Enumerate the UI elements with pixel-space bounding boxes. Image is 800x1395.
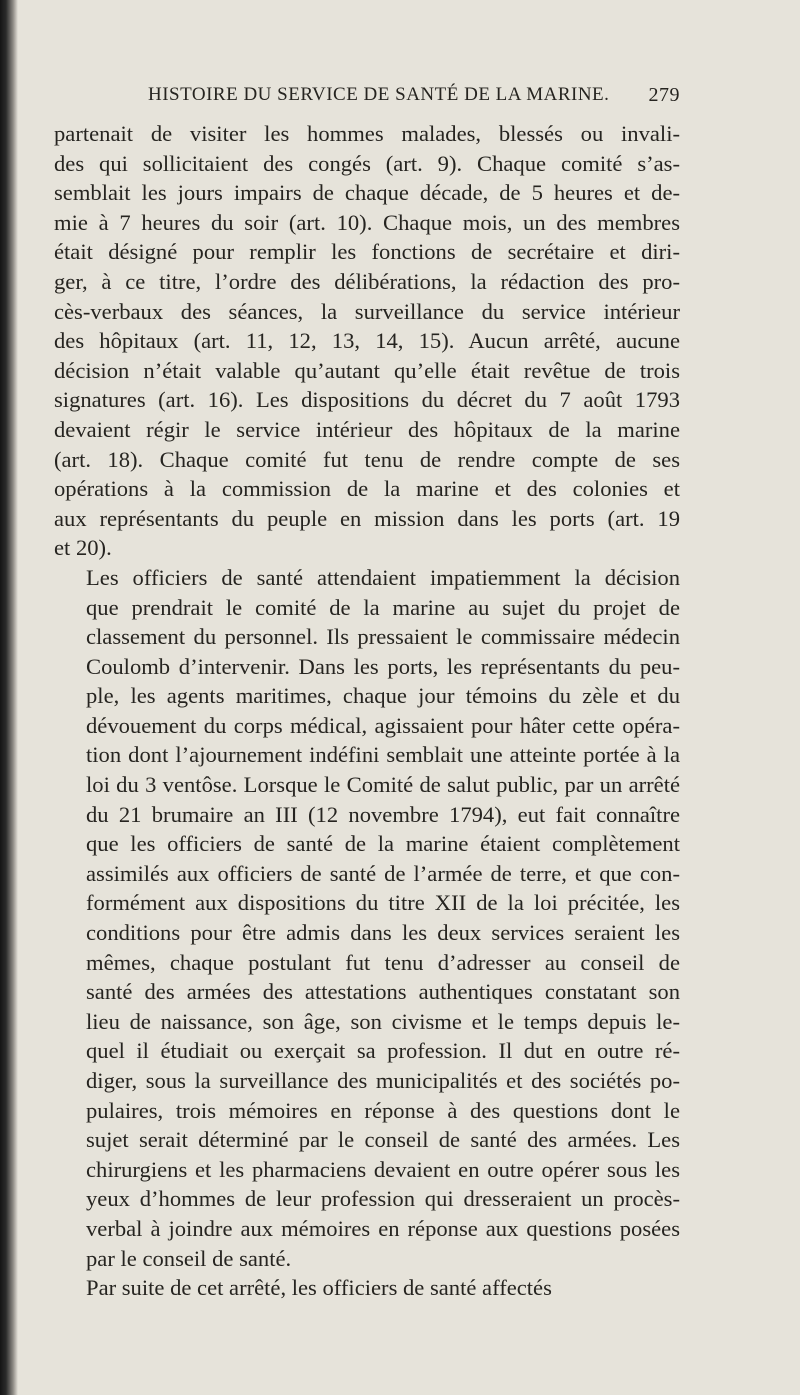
text-line: ple, les agents maritimes, chaque jour témoins du zèle et du bbox=[86, 683, 680, 709]
text-line: Par suite de cet arrêté, les officiers de santé affectés bbox=[86, 1275, 552, 1301]
text-line: que prendrait le comité de la marine au sujet du projet de bbox=[86, 594, 680, 620]
text-line: chirurgiens et les pharmaciens devaient en outre opérer sous les bbox=[86, 1156, 680, 1182]
text-line: décision n’était valable qu’autant qu’elle était revêtue de trois bbox=[54, 357, 680, 383]
paragraph bbox=[54, 1273, 680, 1303]
book-binding-edge bbox=[0, 0, 18, 1395]
text-line: loi du 3 ventôse. Lorsque le Comité de salut public, par un arrêté bbox=[86, 772, 680, 798]
text-line: des hôpitaux (art. 11, 12, 13, 14, 15). Aucun arrêté, aucune bbox=[54, 328, 680, 354]
text-line: Coulomb d’intervenir. Dans les ports, les représentants du peu- bbox=[86, 653, 680, 679]
text-line: sujet serait déterminé par le conseil de santé des armées. Les bbox=[86, 1127, 680, 1153]
text-line: partenait de visiter les hommes malades, blessés ou invali- bbox=[54, 121, 680, 146]
text-line: était désigné pour remplir les fonctions de secrétaire et diri- bbox=[54, 239, 680, 265]
text-line: du 21 brumaire an III (12 novembre 1794), eut fait connaître bbox=[86, 801, 680, 827]
body-text bbox=[54, 119, 680, 1303]
page-number: 279 bbox=[648, 84, 680, 106]
text-line: que les officiers de santé de la marine étaient complètement bbox=[86, 831, 680, 857]
text-line: assimilés aux officiers de santé de l’armée de terre, et que con- bbox=[86, 860, 680, 886]
text-line: quel il étudiait ou exerçait sa profession. Il dut en outre ré- bbox=[86, 1038, 680, 1064]
text-line: opérations à la commission de la marine et des colonies et bbox=[54, 476, 680, 502]
text-line: (art. 18). Chaque comité fut tenu de rendre compte de ses bbox=[54, 446, 680, 472]
text-line: conditions pour être admis dans les deux services seraient les bbox=[86, 920, 680, 946]
text-line: Les officiers de santé attendaient impatiemment la décision bbox=[86, 564, 680, 590]
text-line: par le conseil de santé. bbox=[86, 1245, 292, 1271]
text-line: yeux d’hommes de leur profession qui dresseraient un procès- bbox=[86, 1186, 680, 1212]
page-header bbox=[54, 82, 680, 114]
text-line: santé des armées des attestations authentiques constatant son bbox=[86, 979, 680, 1005]
paragraph bbox=[54, 119, 680, 563]
text-line: mie à 7 heures du soir (art. 10). Chaque mois, un des membres bbox=[54, 209, 680, 235]
text-line: mêmes, chaque postulant fut tenu d’adresser au conseil de bbox=[86, 949, 680, 975]
text-line: signatures (art. 16). Les dispositions du décret du 7 août 1793 bbox=[54, 387, 680, 413]
text-line: pulaires, trois mémoires en réponse à des questions dont le bbox=[86, 1097, 680, 1123]
text-line: aux représentants du peuple en mission dans les ports (art. 19 bbox=[54, 505, 680, 531]
text-line: ger, à ce titre, l’ordre des délibérations, la rédaction des pro- bbox=[54, 268, 680, 294]
book-page bbox=[54, 82, 680, 1303]
text-line: diger, sous la surveillance des municipalités et des sociétés po- bbox=[86, 1068, 680, 1093]
text-line: et 20). bbox=[54, 535, 112, 561]
text-line: dévouement du corps médical, agissaient pour hâter cette opéra- bbox=[86, 712, 680, 738]
text-line: devaient régir le service intérieur des hôpitaux de la marine bbox=[54, 416, 680, 442]
text-line: verbal à joindre aux mémoires en réponse aux questions posées bbox=[86, 1215, 680, 1241]
text-line: semblait les jours impairs de chaque décade, de 5 heures et de- bbox=[54, 180, 680, 206]
paragraph bbox=[54, 563, 680, 1273]
text-line: lieu de naissance, son âge, son civisme et le temps depuis le- bbox=[86, 1008, 680, 1034]
text-line: des qui sollicitaient des congés (art. 9). Chaque comité s’as- bbox=[54, 150, 680, 176]
text-line: classement du personnel. Ils pressaient le commissaire médecin bbox=[86, 624, 680, 650]
text-line: formément aux dispositions du titre XII de la loi précitée, les bbox=[86, 890, 680, 916]
text-line: cès-verbaux des séances, la surveillance du service intérieur bbox=[54, 298, 680, 324]
text-line: tion dont l’ajournement indéfini semblait une atteinte portée à la bbox=[86, 742, 680, 768]
running-title: HISTOIRE DU SERVICE DE SANTÉ DE LA MARINE. bbox=[148, 84, 610, 105]
